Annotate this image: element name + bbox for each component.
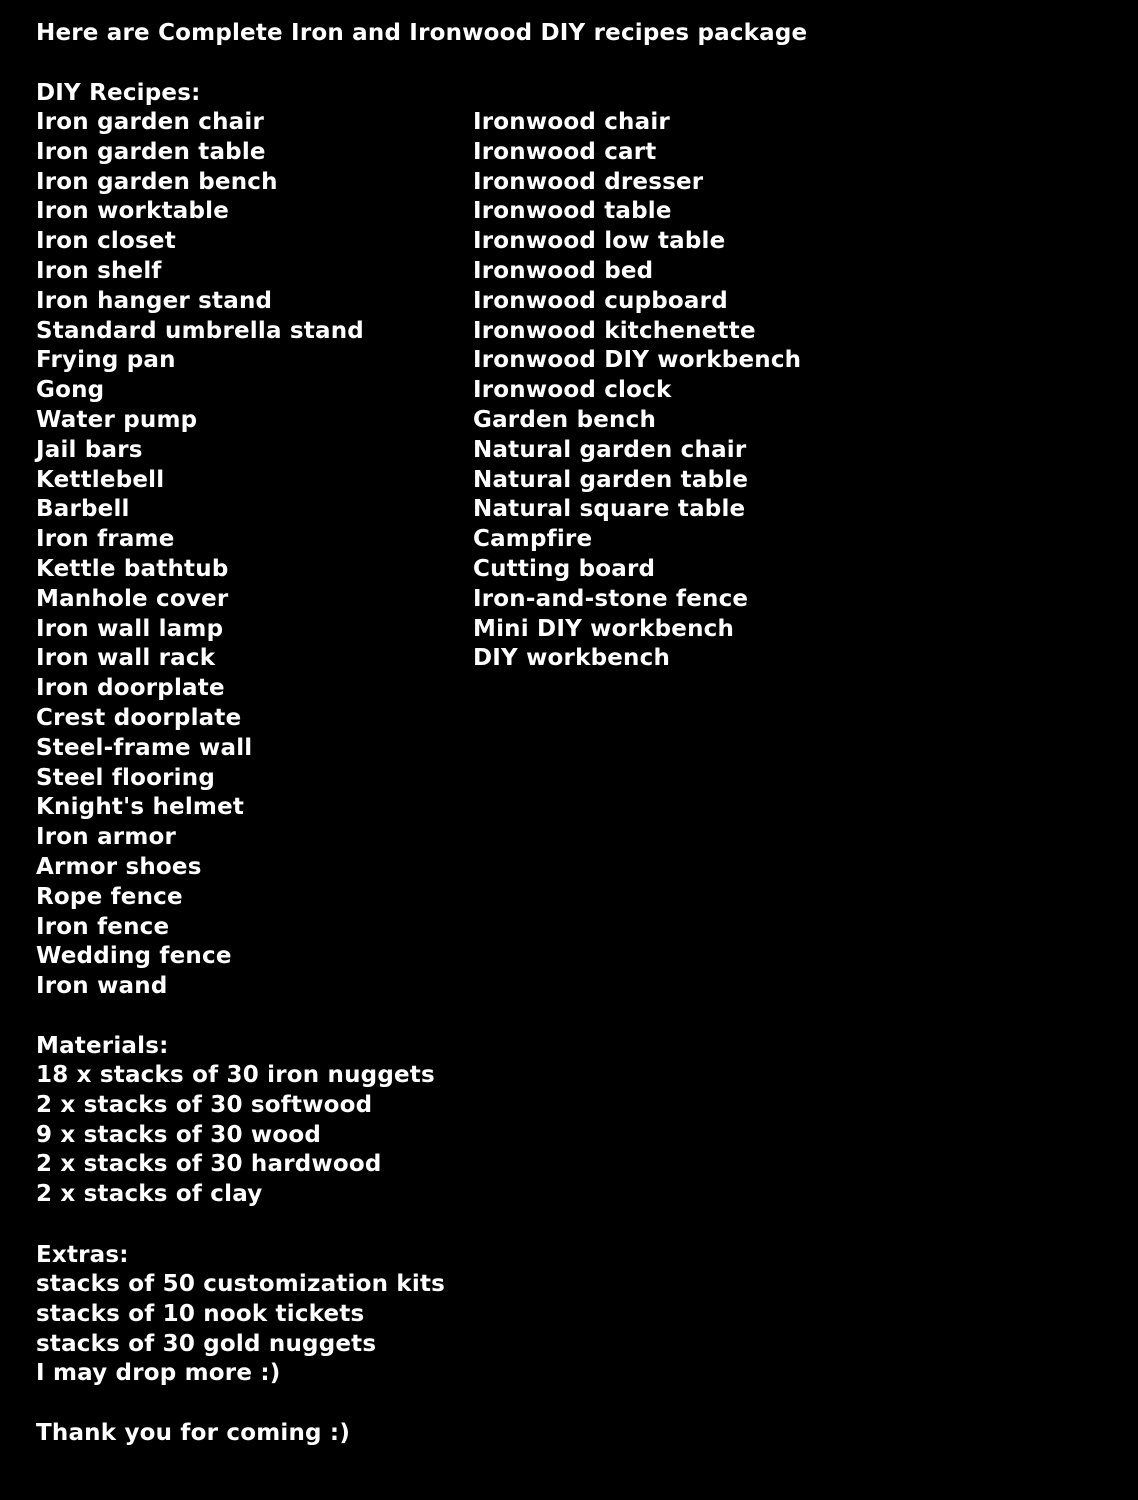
recipe-item: Ironwood clock	[473, 377, 672, 404]
recipe-item: Steel-frame wall	[36, 734, 253, 761]
recipe-item: Ironwood DIY workbench	[473, 347, 802, 374]
page-title: Here are Complete Iron and Ironwood DIY recipes package	[36, 20, 808, 46]
extra-item: stacks of 30 gold nuggets	[36, 1330, 377, 1357]
recipe-item: Ironwood bed	[473, 257, 654, 284]
recipe-item: Jail bars	[36, 436, 143, 463]
extra-item: stacks of 50 customization kits	[36, 1271, 446, 1297]
recipe-item: Iron garden table	[36, 138, 266, 165]
recipe-item: Ironwood kitchenette	[473, 317, 756, 344]
material-item: 18 x stacks of 30 iron nuggets	[36, 1062, 435, 1088]
extras-heading: Extras:	[36, 1242, 129, 1268]
recipe-item: Iron wall rack	[36, 645, 216, 672]
recipe-item: Iron doorplate	[36, 675, 225, 702]
recipe-item: Iron armor	[36, 824, 177, 851]
recipe-item: Mini DIY workbench	[473, 615, 735, 642]
recipe-item: Kettlebell	[36, 466, 165, 493]
recipe-item: Standard umbrella stand	[36, 317, 364, 344]
recipe-item: Iron garden chair	[36, 109, 265, 135]
recipe-item: Iron closet	[36, 228, 176, 255]
extra-item: stacks of 10 nook tickets	[36, 1300, 365, 1327]
diy-recipes-right-list	[473, 108, 801, 674]
recipe-item: Iron fence	[36, 913, 170, 940]
recipe-item: Natural garden chair	[473, 436, 747, 463]
recipe-item: Iron wall lamp	[36, 615, 224, 642]
recipe-item: Natural square table	[473, 496, 746, 523]
recipe-item: Iron shelf	[36, 257, 162, 284]
extra-item: I may drop more :)	[36, 1360, 281, 1387]
recipe-item: Frying pan	[36, 347, 176, 374]
recipe-item: Iron garden bench	[36, 168, 278, 195]
diy-recipes-left-list	[36, 108, 364, 1002]
recipe-item: Armor shoes	[36, 853, 202, 880]
recipe-item: DIY workbench	[473, 645, 671, 672]
recipe-item: Rope fence	[36, 883, 183, 910]
recipe-item: Cutting board	[473, 555, 656, 582]
recipe-item: Gong	[36, 377, 105, 404]
recipe-item: Iron worktable	[36, 198, 230, 225]
recipe-item: Garden bench	[473, 406, 657, 433]
recipe-item: Wedding fence	[36, 943, 232, 970]
extras-list	[36, 1270, 445, 1389]
recipe-item: Iron frame	[36, 526, 175, 553]
recipe-item: Steel flooring	[36, 764, 216, 791]
materials-list	[36, 1061, 435, 1210]
material-item: 2 x stacks of 30 hardwood	[36, 1151, 382, 1178]
material-item: 2 x stacks of clay	[36, 1181, 263, 1208]
recipe-item: Ironwood dresser	[473, 168, 704, 195]
recipe-item: Crest doorplate	[36, 704, 242, 731]
recipe-item: Ironwood cart	[473, 138, 657, 165]
recipe-item: Campfire	[473, 526, 593, 553]
recipe-item: Iron hanger stand	[36, 287, 273, 314]
material-item: 9 x stacks of 30 wood	[36, 1121, 322, 1148]
materials-heading: Materials:	[36, 1033, 169, 1059]
recipe-item: Water pump	[36, 406, 198, 433]
recipe-item: Ironwood table	[473, 198, 672, 225]
recipe-item: Manhole cover	[36, 585, 229, 612]
recipe-item: Natural garden table	[473, 466, 749, 493]
recipe-item: Kettle bathtub	[36, 555, 229, 582]
recipe-item: Ironwood low table	[473, 228, 726, 255]
recipe-item: Knight's helmet	[36, 794, 245, 821]
recipe-item: Barbell	[36, 496, 130, 523]
recipe-item: Iron-and-stone fence	[473, 585, 749, 612]
recipe-item: Ironwood cupboard	[473, 287, 728, 314]
material-item: 2 x stacks of 30 softwood	[36, 1091, 373, 1118]
closing-message: Thank you for coming :)	[36, 1420, 351, 1446]
diy-recipes-heading: DIY Recipes:	[36, 80, 201, 106]
recipe-item: Ironwood chair	[473, 109, 670, 135]
recipe-item: Iron wand	[36, 973, 168, 1000]
